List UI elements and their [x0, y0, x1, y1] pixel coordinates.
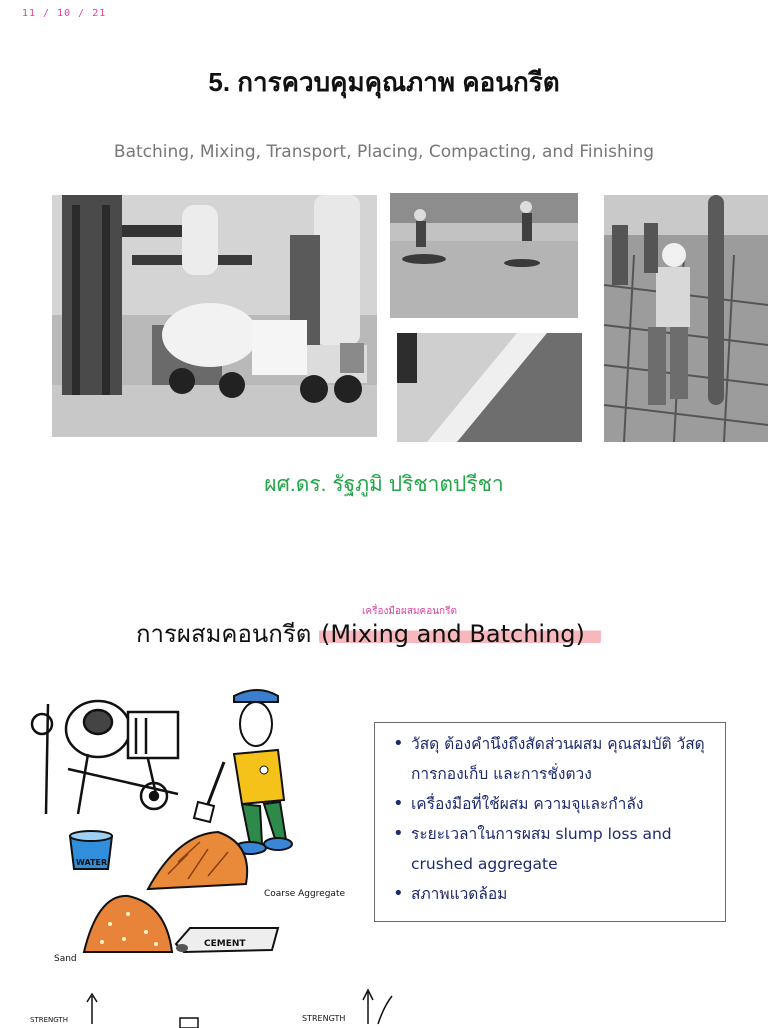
graph-axis-label-left: STRENGTH	[30, 1016, 68, 1024]
slide-subtitle: Batching, Mixing, Transport, Placing, Compacting, and Finishing	[113, 142, 655, 162]
slide2-title-thai: การผสมคอนกรีต	[136, 620, 319, 648]
graph-axis-label-right: STRENGTH	[302, 1014, 346, 1023]
sand-label: Sand	[54, 954, 77, 964]
slide2-title-english: (Mixing and Batching)	[319, 620, 601, 648]
slide-title: 5. การควบคุมคุณภาพ คอนกรีต	[208, 67, 560, 97]
list-item: • ระยะเวลาในการผสม slump loss and crushed aggregate	[389, 819, 715, 879]
placing-photo	[604, 195, 768, 442]
handwritten-annotation: เครื่องมือผสมคอนกรีต	[362, 606, 457, 617]
batching-plant-photo	[52, 195, 377, 437]
water-label: WATER	[76, 858, 108, 867]
mixing-factors-list	[389, 729, 715, 909]
list-item: • เครื่องมือที่ใช้ผสม ความจุและกำลัง	[389, 789, 715, 819]
handwritten-date: 11 / 10 / 21	[22, 8, 107, 19]
curing-photo	[397, 333, 582, 442]
list-item: • สภาพแวดล้อม	[389, 879, 715, 909]
author-name: ผศ.ดร. รัฐภูมิ ปริชาตปรีชา	[264, 473, 504, 496]
finishing-photo	[390, 193, 578, 318]
strength-graphs-partial	[0, 986, 768, 1024]
slide2-title	[136, 614, 601, 653]
mixing-factors-box	[374, 722, 726, 922]
mixing-illustration	[28, 684, 346, 974]
coarse-aggregate-label: Coarse Aggregate	[264, 889, 346, 899]
list-item: • วัสดุ ต้องคำนึงถึงสัดส่วนผสม คุณสมบัติ วัสดุ การกองเก็บ และการชั่งตวง	[389, 729, 715, 789]
cement-label: CEMENT	[204, 939, 246, 949]
